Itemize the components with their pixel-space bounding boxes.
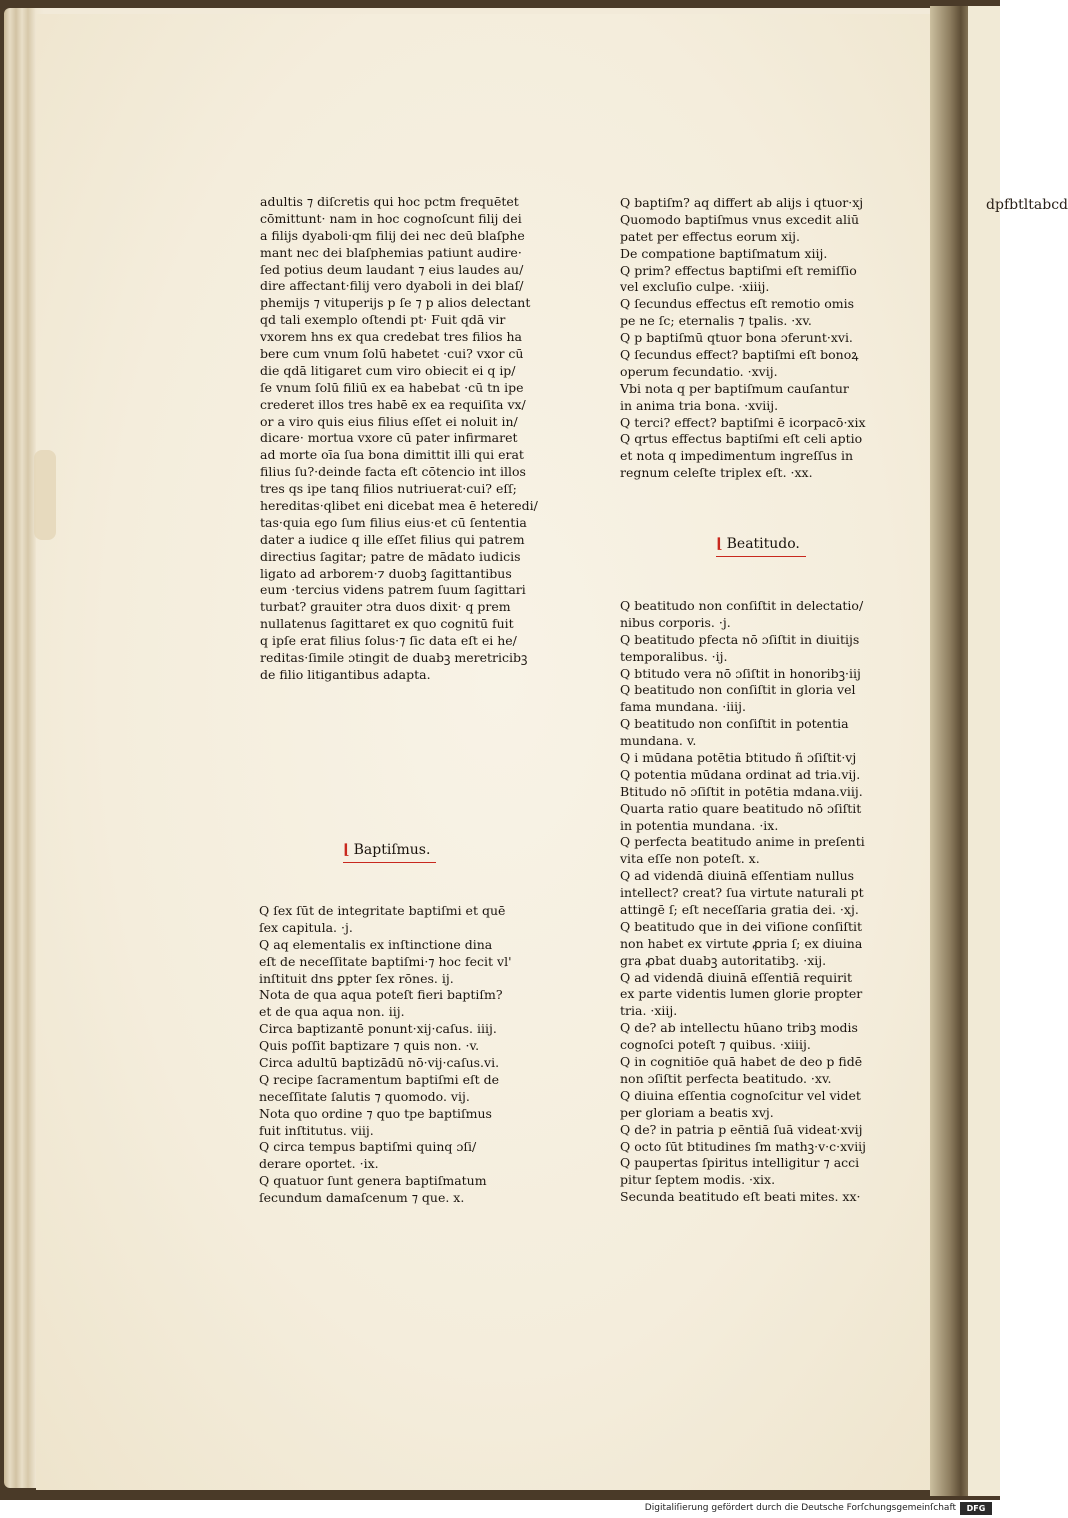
text-line: fuit inſtitutus. viij. xyxy=(259,1122,374,1138)
text-line: Secunda beatitudo eſt beati mites. xx· xyxy=(620,1189,861,1205)
text-line: in potentia mundana. ·ix. xyxy=(620,817,779,833)
text-line: attingē ſ; eſt neceſſaria gratia dei. ·xj. xyxy=(620,902,859,918)
text-line: neceſſitate ſalutis ⁊ quomodo. vij. xyxy=(259,1088,470,1104)
text-line: de filio litigantibus adapta. xyxy=(260,666,431,682)
text-line: Quarta ratio quare beatitudo nō ɔſiſtit xyxy=(620,800,862,816)
text-line: tria. ·xiij. xyxy=(620,1003,678,1019)
text-line: per gloriam a beatis xvj. xyxy=(620,1104,774,1120)
text-line: et de qua aqua non. iij. xyxy=(259,1004,405,1020)
text-line: a xyxy=(1033,197,1043,213)
text-line: Q octo ſūt btitudines ſm mathꝫ·v·c·xviij xyxy=(620,1138,867,1154)
text-line: operum fecundatio. ·xvij. xyxy=(620,363,778,379)
text-line: nibus corporis. ·j. xyxy=(620,614,731,630)
text-line: Btitudo nō ɔſiſtit in potētia mdana.viij. xyxy=(620,783,863,799)
text-line: die qdā litigaret cum viro obiecit ei q ip/ xyxy=(260,362,516,378)
text-line: Q paupertas ſpiritus intelligitur ⁊ acci xyxy=(620,1155,860,1171)
text-line: Quomodo baptiſmus vnus excedit aliū xyxy=(620,211,859,227)
text-line: d xyxy=(1059,197,1068,213)
text-line: t xyxy=(1018,197,1024,213)
text-line: vita eſſe non poteſt. x. xyxy=(620,851,760,867)
text-line: ſex capitula. ·j. xyxy=(259,919,353,935)
text-line: ſecundum damaſcenum ⁊ que. x. xyxy=(259,1190,465,1206)
heading-baptismus xyxy=(343,842,430,858)
text-line: ligato ad arborem·⁊ duobꝫ ſagittantibus xyxy=(260,565,512,581)
text-line: non ɔſiſtit perfecta beatitudo. ·xv. xyxy=(620,1070,832,1086)
text-line: hereditas·qlibet eni dicebat mea ē heteredi/ xyxy=(260,498,538,514)
text-line: dicare· mortua vxore cū pater infirmaret xyxy=(260,430,518,446)
text-line: Q ſecundus effectus eſt remotio omis xyxy=(620,296,855,312)
red-underline xyxy=(343,862,436,863)
text-line: dire affectant·filij vero dyaboli in dei blaſ/ xyxy=(260,278,524,294)
text-line: phemijs ⁊ vituperijs p ſe ⁊ p alios delectant xyxy=(260,295,531,311)
text-line: Q diuina eſſentia cognoſcitur vel videt xyxy=(620,1087,861,1103)
text-line: Circa adultū baptizādū nō·vij·caſus.vi. xyxy=(259,1055,500,1071)
text-line: b xyxy=(1042,197,1052,213)
text-line: pitur ſeptem modis. ·xix. xyxy=(620,1172,776,1188)
heading-beatitudo-label: Beatitudo. xyxy=(726,536,800,552)
footer-bar xyxy=(0,1500,1000,1518)
text-line: gra ꝓbat duabꝫ autoritatibꝫ. ·xij. xyxy=(620,952,827,968)
text-line: ſe vnum ſolū filiū ex ea habebat ·cū tn ipe xyxy=(260,379,524,395)
text-line: Q prim? effectus baptiſmi eſt remiſſio xyxy=(620,262,857,278)
text-line: adultis ⁊ diſcretis qui hoc pctm frequētet xyxy=(260,194,519,209)
text-line: patet per effectus eorum xij. xyxy=(620,228,801,244)
text-line: eſt de neceſſitate baptiſmi·⁊ hoc fecit vl' xyxy=(259,953,512,969)
text-line: in anima tria bona. ·xviij. xyxy=(620,397,779,413)
text-line: pe ne ſc; eternalis ⁊ tpalis. ·xv. xyxy=(620,313,812,329)
text-line: Q de? ab intellectu hūano tribꝫ modis xyxy=(620,1020,858,1036)
text-line: derare oportet. ·ix. xyxy=(259,1156,379,1172)
text-line: Q ſecundus effect? baptiſmi eſt bonoꝝ xyxy=(620,347,859,363)
footer-credit: Digitaliſierung gefördert durch die Deutsche Forſchungsgemeinſchaft xyxy=(644,1503,956,1513)
text-line: non habet ex virtute ꝓpria ſ; ex diuina xyxy=(620,935,863,951)
text-line: d xyxy=(986,197,995,213)
text-line: cognoſci poteſt ⁊ quibus. ·xiiij. xyxy=(620,1037,811,1053)
text-line: ſed potius deum laudant ⁊ eius laudes au/ xyxy=(260,261,524,277)
text-line: Q beatitudo non conſiſtit in gloria vel xyxy=(620,682,856,698)
text-line: q ipſe erat filius ſolus·⁊ ſic data eſt ei he/ xyxy=(260,633,517,649)
text-line: bere cum vnum ſolū habetet ·cui? vxor cū xyxy=(260,346,524,362)
rubric-mark: ⌊ xyxy=(716,536,723,552)
text-line: filius ſu?·deinde facta eſt cōtencio int illos xyxy=(260,464,526,480)
text-line: f xyxy=(1003,197,1010,213)
text-line: De compatione baptiſmatum xiij. xyxy=(620,245,828,261)
text-line: directius ſagitar; patre de mādato iudicis xyxy=(260,548,521,564)
text-line: Q btitudo vera nō ɔſiſtit in honoribꝫ·iij xyxy=(620,665,861,681)
text-line: a filijs dyaboli·qm filij dei nec deū blaſphe xyxy=(260,227,525,243)
text-line: inſtituit dns ꝑpter ſex rōnes. ij. xyxy=(259,970,454,986)
text-line: Q de? in patria p eēntiā ſuā videat·xvij xyxy=(620,1121,863,1137)
text-line: Q aq elementalis ex inſtinctione dina xyxy=(259,936,493,952)
text-line: tres qs ipe tanq filios nutriuerat·cui? eſſ; xyxy=(260,481,517,497)
text-line: Q quatuor ſunt genera baptiſmatum xyxy=(259,1173,487,1189)
text-line: Q beatitudo pfecta nō ɔſiſtit in diuitijs xyxy=(620,631,860,647)
text-line: ex parte videntis lumen glorie propter xyxy=(620,986,863,1002)
left-column-text xyxy=(260,194,552,684)
text-line: Q beatitudo que in dei viſione conſiſtit xyxy=(620,918,862,934)
text-line: qd tali exemplo oſtendi pt· Fuit qdā vir xyxy=(260,312,506,328)
text-line: ad morte oīa ſua bona dimittit illi qui erat xyxy=(260,447,524,463)
text-line: Quis poſſit baptizare ⁊ quis non. ·v. xyxy=(259,1038,480,1054)
right-column-index-top xyxy=(620,195,906,482)
paper-stain xyxy=(34,450,56,540)
text-line: crederet illos tres habē ex ea requiſita vx/ xyxy=(260,396,526,412)
text-line: mundana. v. xyxy=(620,733,697,749)
text-line: Q beatitudo non conſiſtit in potentia xyxy=(620,716,849,732)
text-line: Q i mūdana potētia btitudo ñ ɔſiſtit·vj xyxy=(620,750,857,766)
text-line: Q circa tempus baptiſmi quinq ɔſi/ xyxy=(259,1139,477,1155)
heading-beatitudo xyxy=(716,536,800,552)
text-line: Q beatitudo non conſiſtit in delectatio/ xyxy=(620,598,864,613)
text-line: Q ad videndā diuinā eſſentiā requirit xyxy=(620,969,853,985)
text-line: t xyxy=(1028,197,1034,213)
text-line: nullatenus ſagittaret ex quo cognitū fuit xyxy=(260,616,514,632)
text-line: Q terci? effect? baptiſmi ē icorpacō·xix xyxy=(620,414,866,430)
text-line: Q ſex ſūt de integritate baptiſmi et quē xyxy=(259,903,506,918)
text-line: Q ad videndā diuinā eſſentiam nullus xyxy=(620,868,855,884)
text-line: dater a iudice q ille eſſet filius qui patrem xyxy=(260,531,525,547)
text-line: p xyxy=(994,197,1004,213)
text-line: Circa baptizantē ponunt·xij·caſus. iiij. xyxy=(259,1021,497,1037)
text-line: reditas·ſimile ɔtingit de duabꝫ meretricibꝫ xyxy=(260,650,528,666)
heading-baptismus-label: Baptiſmus. xyxy=(353,842,431,858)
text-line: Nota quo ordine ⁊ quo tpe baptiſmus xyxy=(259,1105,492,1121)
text-line: vxorem hns ex qua credebat tres filios ha xyxy=(260,329,522,345)
red-underline xyxy=(716,556,806,557)
text-line: cōmittunt· nam in hoc cognoſcunt filij dei xyxy=(260,210,522,226)
text-line: b xyxy=(1009,197,1019,213)
text-line: Nota de qua aqua poteſt fieri baptiſm? xyxy=(259,987,503,1003)
next-page-edge xyxy=(968,6,1000,1496)
left-column-index xyxy=(259,903,549,1207)
text-line: or a viro quis eius filius eſſet ei noluit in/ xyxy=(260,413,518,429)
text-line: temporalibus. ·ij. xyxy=(620,648,728,664)
text-line: Vbi nota q per baptiſmum cauſantur xyxy=(620,380,849,396)
text-line: fama mundana. ·iiij. xyxy=(620,699,747,715)
text-line: intellect? creat? ſua virtute naturali pt xyxy=(620,885,864,901)
text-line: Q perfecta beatitudo anime in preſenti xyxy=(620,834,865,850)
next-page-glyphs xyxy=(986,186,1068,224)
text-line: eum ·tercius videns patrem ſuum ſagittari xyxy=(260,582,526,598)
text-line: vel excluſio culpe. ·xiiij. xyxy=(620,279,770,295)
text-line: Q potentia mūdana ordinat ad tria.vij. xyxy=(620,766,861,782)
right-column-index-bottom xyxy=(620,598,906,1206)
text-line: Q in cognitiōe quā habet de deo p fidē xyxy=(620,1054,863,1070)
text-line: l xyxy=(1023,197,1029,213)
text-line: Q baptiſm? aq differt ab alijs i qtuor·xj xyxy=(620,195,864,210)
text-line: regnum celeſte triplex eſt. ·xx. xyxy=(620,465,813,481)
text-line: c xyxy=(1051,197,1060,213)
rubric-mark: ⌊ xyxy=(343,842,350,858)
text-line: Q recipe ſacramentum baptiſmi eſt de xyxy=(259,1071,500,1087)
text-line: Q p baptiſmū qtuor bona ɔferunt·xvi. xyxy=(620,330,853,346)
text-line: mant nec dei blaſphemias patiunt audire· xyxy=(260,244,522,260)
text-line: tas·quia ego ſum filius eius·et cū ſententia xyxy=(260,514,527,530)
text-line: turbat? grauiter ɔtra duos dixit· q prem xyxy=(260,599,511,615)
text-line: et nota q impedimentum ingreſſus in xyxy=(620,448,854,464)
text-line: Q qrtus effectus baptiſmi eſt celi aptio xyxy=(620,431,863,447)
dfg-logo: DFG xyxy=(960,1502,992,1515)
